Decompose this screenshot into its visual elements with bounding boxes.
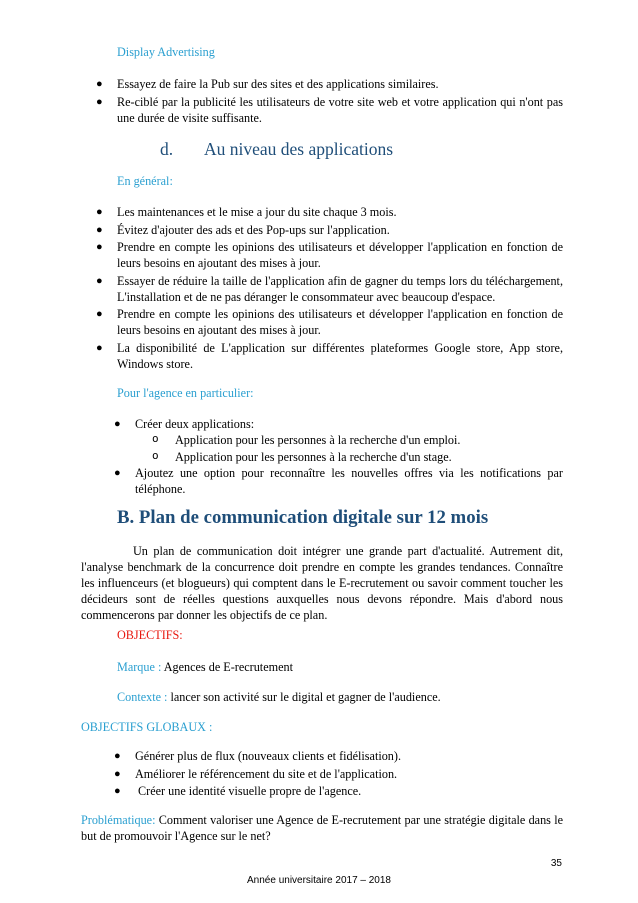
list-item: ● Créer deux applications: — [114, 417, 255, 431]
objectifs-label: OBJECTIFS: — [117, 628, 183, 642]
agence-label: Pour l'agence en particulier: — [117, 386, 254, 400]
list-item: ● Re-ciblé par la publicité les utilisateurs de votre site web et votre application qui n'ont pas une durée de visite suffisante. — [96, 94, 563, 125]
list-item: o Application pour les personnes à la recherche d'un stage. — [152, 449, 452, 464]
section-b-title: B. Plan de communication digitale sur 12 mois — [117, 507, 489, 528]
contexte-label: Contexte : — [117, 690, 168, 704]
bullet-icon: ● — [114, 785, 121, 797]
problematique-paragraph — [81, 812, 563, 844]
bullet-icon: ● — [96, 223, 103, 236]
agence-option-list — [114, 465, 563, 499]
list-item: ● Générer plus de flux (nouveaux clients et fidélisation). — [114, 749, 402, 763]
section-d-title: Au niveau des applications — [204, 139, 394, 159]
list-item: ● Améliorer le référencement du site et de l'application. — [114, 766, 398, 781]
objectifs-globaux-list — [114, 748, 563, 801]
section-b-paragraph: Un plan de communication doit intégrer une grande part d'actualité. Autrement dit, l'analyse benchmark de la concurrence doit prendre en compte les grandes tendances. Connaître les influenceurs (et blogueurs) qui comptent dans le E-recrutement ou savoir comment toucher les décideurs sont de réelles questions auxquelles nous devons répondre. Mais d'abord nous commencerons par donner les objectifs de ce plan. — [81, 544, 563, 622]
bullet-icon: ● — [114, 418, 121, 430]
list-item: ● Essayer de réduire la taille de l'application afin de gagner du temps lors du téléchargement, L'installation et de ne pas déranger le consommateur avec beaucoup d'espace. — [96, 273, 563, 304]
list-item: ● Prendre en compte les opinions des utilisateurs et développer l'application en fonction de leurs besoins en ajoutant des mises à jour. — [96, 240, 563, 270]
general-list — [96, 204, 563, 373]
problematique-text: Comment valoriser une Agence de E-recrutement par une stratégie digitale dans le but de promouvoir l'Agence sur le net? — [81, 813, 563, 843]
page-number: 35 — [550, 858, 562, 869]
display-advertising-list — [96, 76, 563, 127]
list-item: ● Essayez de faire la Pub sur des sites et des applications similaires. — [96, 77, 439, 91]
agence-create-list — [114, 416, 563, 434]
footer-year: Année universitaire 2017 – 2018 — [247, 875, 391, 886]
list-item: ● Créer une identité visuelle propre de l'agence. — [114, 784, 362, 798]
objectifs-globaux-label: OBJECTIFS GLOBAUX : — [81, 720, 213, 734]
list-item: ● Ajoutez une option pour reconnaître les nouvelles offres via les notifications par téléphone. — [114, 466, 563, 496]
list-item: ● Prendre en compte les opinions des utilisateurs et développer l'application en fonction de leurs besoins en ajoutant des mises à jour. — [96, 307, 563, 337]
marque-line — [117, 659, 293, 675]
marque-label: Marque : — [117, 660, 162, 674]
list-item: ● Les maintenances et le mise a jour du site chaque 3 mois. — [96, 205, 397, 219]
bullet-icon: ● — [114, 750, 121, 762]
bullet-icon: ● — [96, 206, 103, 218]
general-label: En général: — [117, 174, 173, 188]
circle-bullet-icon: o — [152, 432, 159, 445]
bullet-icon: ● — [114, 767, 121, 780]
problematique-label: Problématique: — [81, 813, 156, 827]
bullet-icon: ● — [96, 95, 103, 108]
list-item: ● Évitez d'ajouter des ads et des Pop-ups sur l'application. — [96, 222, 390, 237]
bullet-icon: ● — [96, 241, 103, 253]
bullet-icon: ● — [114, 467, 121, 479]
section-d-heading — [160, 139, 393, 159]
bullet-icon: ● — [96, 341, 103, 354]
contexte-value: lancer son activité sur le digital et gagner de l'audience. — [170, 690, 441, 704]
agence-sub-list — [152, 432, 563, 466]
display-advertising-label: Display Advertising — [117, 45, 215, 59]
marque-value: Agences de E-recrutement — [163, 660, 293, 674]
section-d-letter: d. — [160, 139, 174, 159]
bullet-icon: ● — [96, 308, 103, 320]
bullet-icon: ● — [96, 274, 103, 287]
contexte-line — [117, 689, 441, 705]
circle-bullet-icon: o — [152, 449, 159, 462]
bullet-icon: ● — [96, 78, 103, 90]
list-item: ● La disponibilité de L'application sur différentes plateformes Google store, App store, Windows store. — [96, 340, 563, 371]
list-item: o Application pour les personnes à la recherche d'un emploi. — [152, 432, 461, 447]
